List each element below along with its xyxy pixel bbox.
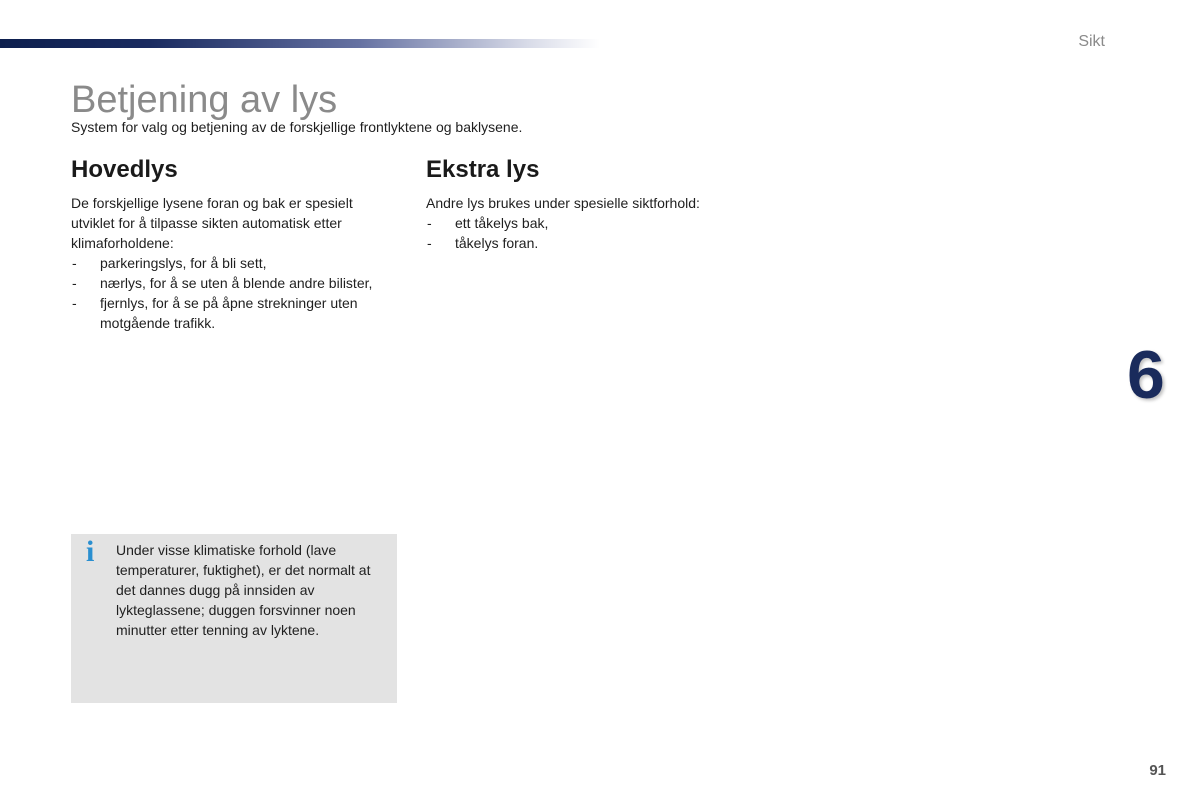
list-item: - tåkelys foran. (426, 233, 746, 253)
ekstra-lys-intro: Andre lys brukes under spesielle siktforhold: (426, 195, 700, 211)
ekstra-lys-heading: Ekstra lys (426, 156, 540, 183)
hovedlys-heading: Hovedlys (71, 156, 178, 183)
ekstra-lys-list (426, 213, 746, 253)
header-gradient-bar (0, 39, 600, 48)
page-number: 91 (1149, 762, 1166, 779)
chapter-number: 6 (1127, 337, 1165, 413)
page-subtitle: System for valg og betjening av de forskjellige frontlyktene og baklysene. (71, 119, 523, 135)
info-note-text: Under visse klimatiske forhold (lave temperaturer, fuktighet), er det normalt at det dannes dugg på innsiden av lykteglassene; duggen forsvinner noen minutter etter tenning av lyktene. (116, 542, 371, 638)
list-item: - ett tåkelys bak, (426, 213, 746, 233)
list-item: - fjernlys, for å se på åpne strekninger uten motgående trafikk. (71, 293, 391, 333)
list-item: - nærlys, for å se uten å blende andre bilister, (71, 273, 391, 293)
hovedlys-list (71, 253, 391, 333)
page-title: Betjening av lys (71, 79, 338, 121)
info-icon: i (86, 535, 95, 568)
hovedlys-intro: De forskjellige lysene foran og bak er spesielt utviklet for å tilpasse sikten automatisk etter klimaforholdene: (71, 195, 353, 251)
section-label: Sikt (1078, 33, 1105, 50)
info-note-box (71, 534, 397, 703)
hovedlys-section (71, 155, 391, 333)
ekstra-lys-section (426, 155, 746, 253)
list-item: - parkeringslys, for å bli sett, (71, 253, 391, 273)
